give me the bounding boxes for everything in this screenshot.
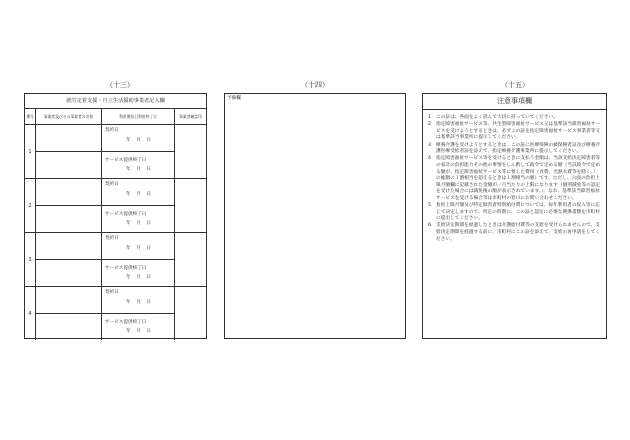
contract-date-value: 年 月 日 xyxy=(126,138,152,143)
row-number: 3 xyxy=(25,233,36,286)
list-item xyxy=(428,203,601,223)
seal-cell xyxy=(175,125,206,178)
service-end-label: サービス提供終了日 xyxy=(105,158,147,163)
list-item xyxy=(428,122,601,142)
row-number: 4 xyxy=(25,287,36,340)
note-number: 2 xyxy=(428,122,431,128)
service-end-value: 年 月 日 xyxy=(126,221,152,226)
contract-date-value: 年 月 日 xyxy=(126,192,152,197)
seal-cell xyxy=(175,287,206,340)
provider-table-header xyxy=(25,109,206,125)
header-number: 番号 xyxy=(25,109,36,124)
note-number: 1 xyxy=(428,115,431,120)
provider-entry-title: 就労定着支援・自立生活援助事業者記入欄 xyxy=(25,94,206,109)
page-label-15: （十五） xyxy=(501,81,529,89)
row-number: 1 xyxy=(25,125,36,178)
note-text: 指定障害福祉サービス等、共生型障害福祉サービス又は基準該当障害福祉サービスを受けようとするときは、必ずこの証を指定障害福祉サービス事業者等又は基準該当事業所に提示してください。 xyxy=(436,122,601,141)
note-text: 支給決定期間を経過したときは介護給付費等の支給を受けられませんので、支給決定期間を経過する前に、市町村にこの証を添えて、支給の再申請をしてください。 xyxy=(436,223,600,242)
note-text: 療養介護を受けようとするときは、この証に医療保険の被保険者証及び療養介護医療受給者証を添えて、指定療養介護事業所に提示してください。 xyxy=(436,142,601,155)
provider-name-cell xyxy=(36,179,102,232)
service-end-value: 年 月 日 xyxy=(126,329,152,334)
contract-date-value: 年 月 日 xyxy=(126,300,152,305)
notes-title: 注意事項欄 xyxy=(423,94,606,110)
service-end-value: 年 月 日 xyxy=(126,167,152,172)
provider-name-cell xyxy=(36,233,102,286)
table-row xyxy=(25,287,206,340)
list-item xyxy=(428,115,601,122)
provider-name-cell xyxy=(36,287,102,340)
list-item xyxy=(428,223,601,243)
header-provider-name: 事業者及びその事業者の名称 xyxy=(36,109,102,124)
seal-cell xyxy=(175,179,206,232)
page-label-14: （十四） xyxy=(301,81,329,89)
table-row xyxy=(25,125,206,179)
provider-rows xyxy=(25,125,206,340)
table-row xyxy=(25,179,206,233)
note-number: 4 xyxy=(428,156,431,162)
reserve-heading: 予備欄 xyxy=(227,96,241,101)
reserve-panel xyxy=(224,93,406,339)
list-item xyxy=(428,156,601,202)
header-provider-seal: 事業者確認印 xyxy=(179,114,202,119)
provider-entry-panel xyxy=(24,93,207,339)
service-end-value: 年 月 日 xyxy=(126,275,152,280)
row-number: 2 xyxy=(25,179,36,232)
header-dates: 利用開始日利用終了日 xyxy=(102,109,175,124)
contract-date-label: 契約日 xyxy=(105,290,119,295)
date-cell xyxy=(102,179,175,232)
seal-cell xyxy=(175,233,206,286)
contract-date-label: 契約日 xyxy=(105,128,119,133)
note-number: 5 xyxy=(428,203,431,209)
note-text: 指定障害福祉サービス等を受けるときに支払う金額は、当該支給決定障害者等の家計の負担能力その他の事情をしん酌して政令で定める額（当該政令で定める額が、指定障害福祉サービス等に要した費用（食費、光熱水費等を除く。）の総額の１割相当を超えるときは１割相当の額）です。ただし、六面の負担上限月額欄に記載された金額が一月当たりの上限になります（個別減免等の認定を受けた場合には減免後の額が表示されています。）。なお、基準該当障害福祉サービスを受ける場合等は市町村の窓口にお問い合わせください。 xyxy=(436,156,601,201)
note-text: 負担上限月額及び特定障害者特別給付費については、毎年利用者の収入等に応じて決定しますので、所定の時期に、この証と認定に必要な関係書類を市町村に提出してください。 xyxy=(436,203,600,222)
date-cell xyxy=(102,287,175,340)
service-end-label: サービス提供終了日 xyxy=(105,212,147,217)
date-cell xyxy=(102,233,175,286)
service-end-label: サービス提供終了日 xyxy=(105,266,147,271)
page-label-13: （十三） xyxy=(106,81,134,89)
list-item xyxy=(428,143,601,156)
service-end-label: サービス提供終了日 xyxy=(105,320,147,325)
contract-date-value: 年 月 日 xyxy=(126,246,152,251)
notes-panel xyxy=(422,93,607,339)
date-cell xyxy=(102,125,175,178)
contract-date-label: 契約日 xyxy=(105,236,119,241)
note-number: 3 xyxy=(428,142,431,148)
note-text: この証は、各面をよく読んで大切に持っていてください。 xyxy=(436,115,558,120)
note-number: 6 xyxy=(428,223,431,229)
notes-list xyxy=(423,110,606,243)
provider-name-cell xyxy=(36,125,102,178)
contract-date-label: 契約日 xyxy=(105,182,119,187)
table-row xyxy=(25,233,206,287)
